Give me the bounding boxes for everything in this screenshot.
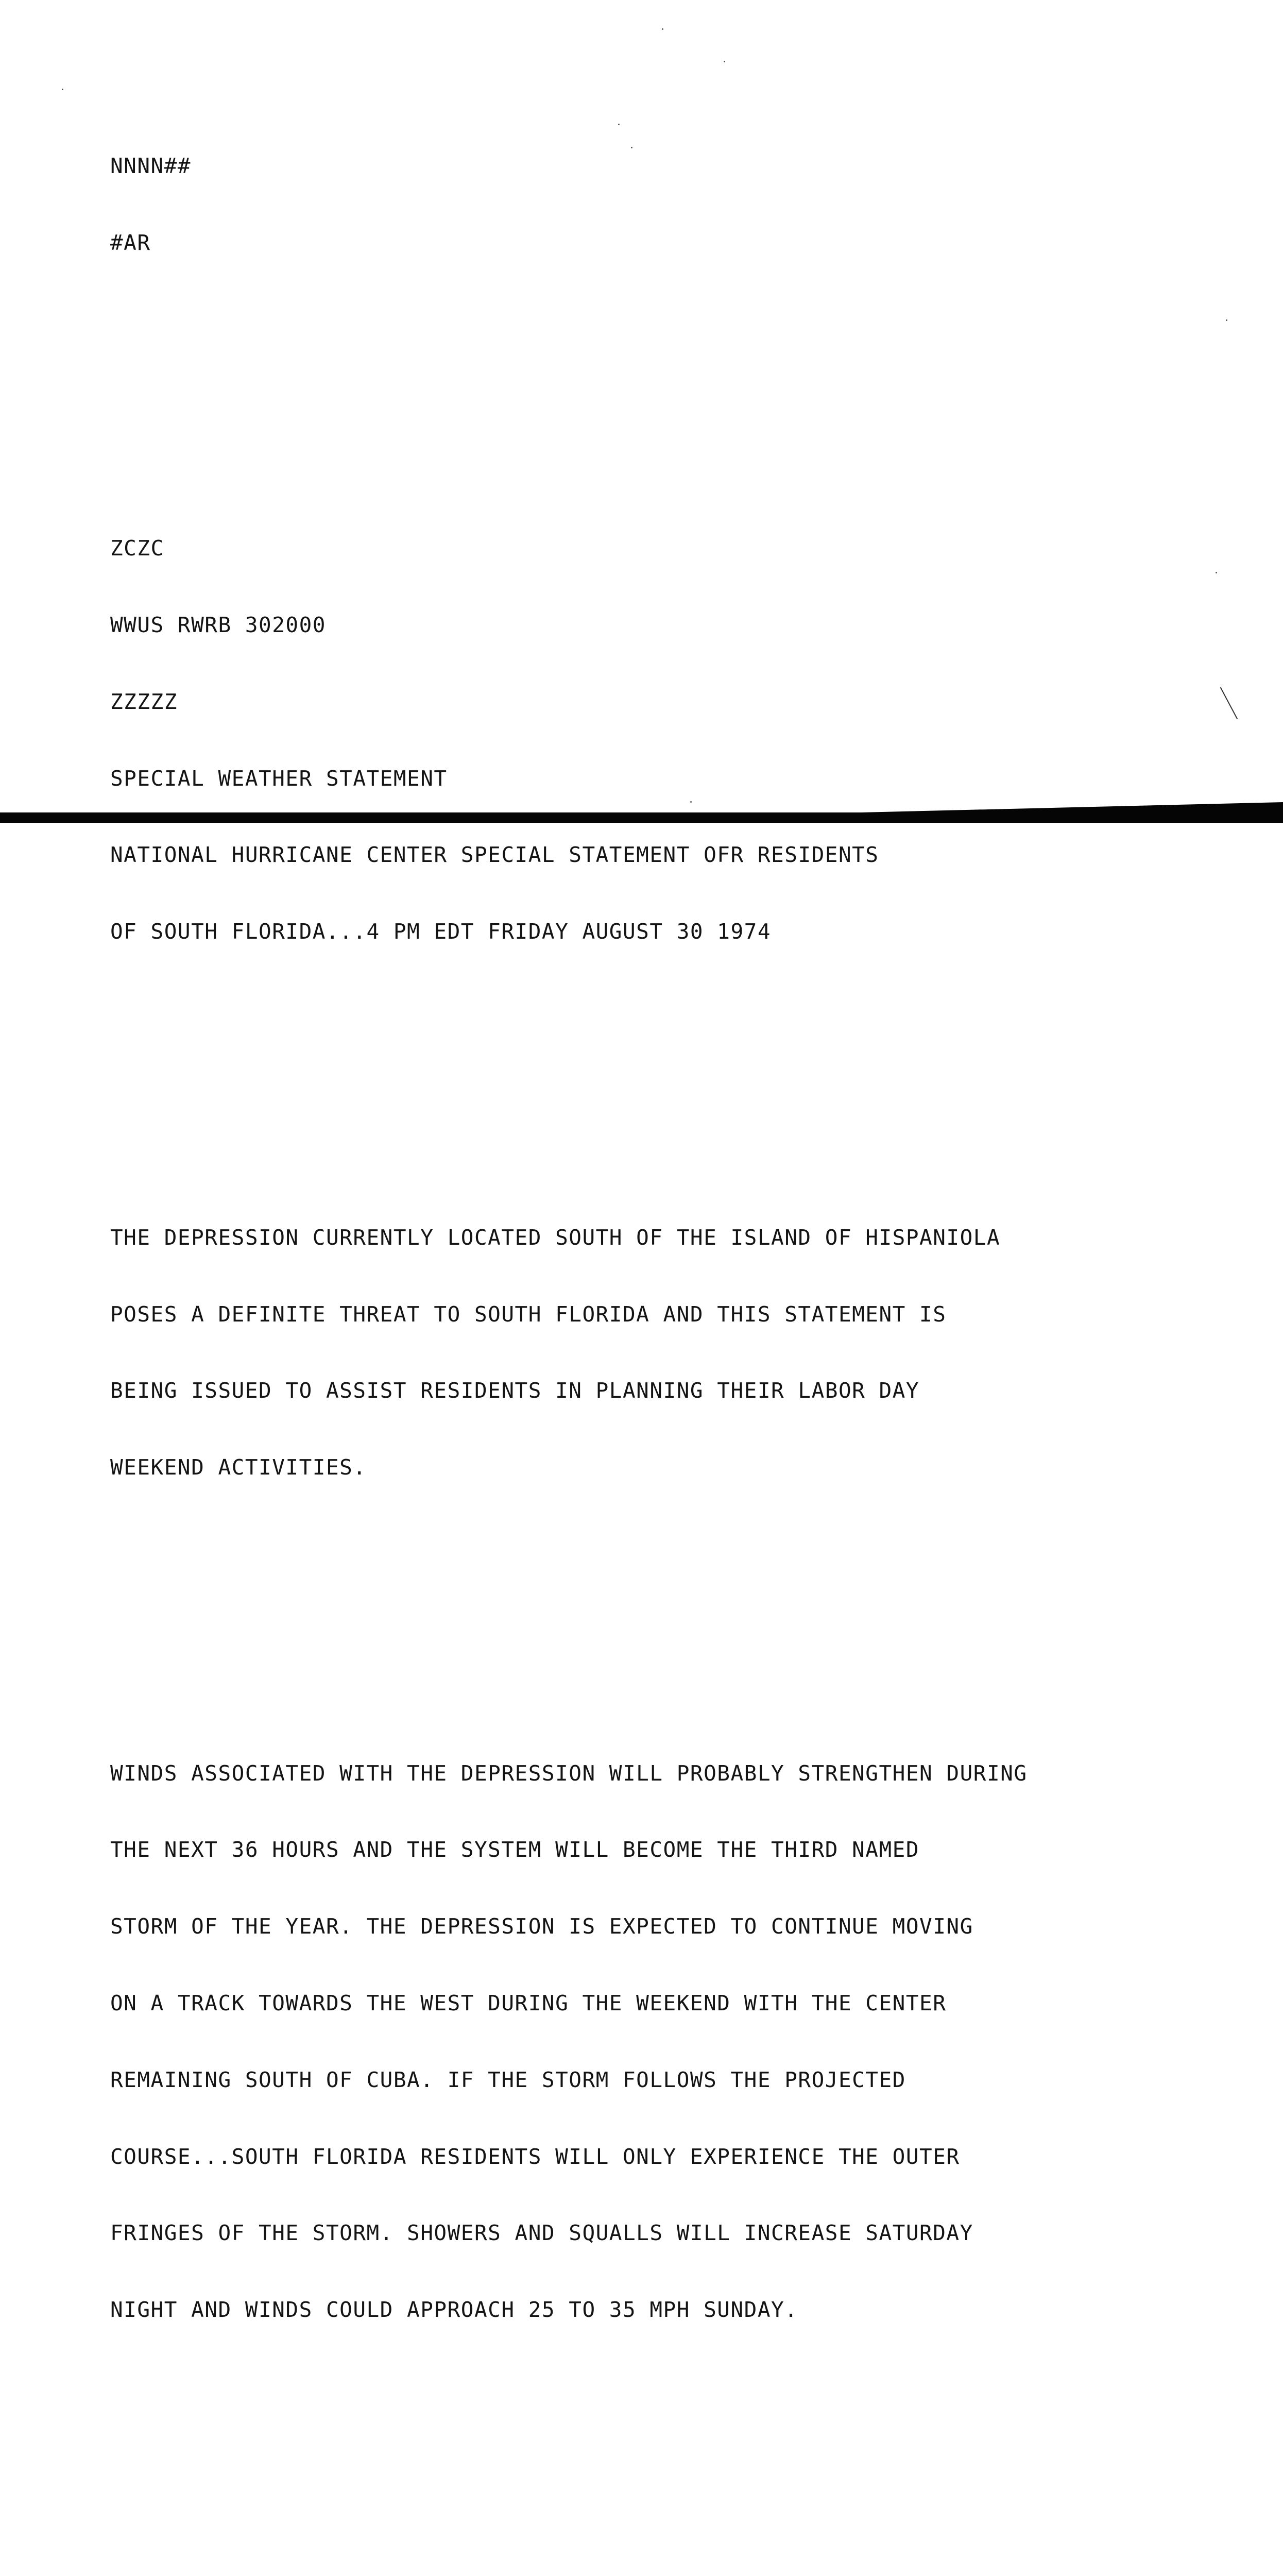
scan-speck — [1226, 319, 1227, 321]
scan-speck — [1216, 572, 1217, 573]
spacer — [110, 383, 1028, 408]
paragraph-line: BEING ISSUED TO ASSIST RESIDENTS IN PLANNING THEIR LABOR DAY — [110, 1378, 920, 1403]
scan-scratch — [1220, 687, 1238, 720]
header-block — [110, 103, 1028, 307]
header-line: #AR — [110, 230, 151, 255]
page-edge-shadow — [819, 802, 1283, 814]
scan-speck — [662, 28, 663, 30]
spacer — [110, 2451, 1028, 2476]
scan-speck — [62, 89, 63, 90]
scan-speck — [724, 61, 725, 62]
spacer — [110, 1608, 1028, 1633]
scan-speck — [631, 147, 632, 148]
teletype-message — [110, 26, 1028, 2576]
paragraph-line: THE NEXT 36 HOURS AND THE SYSTEM WILL BECOME THE THIRD NAMED — [110, 1837, 920, 1862]
routing-line: WWUS RWRB 302000 — [110, 613, 326, 638]
statement-dateline: OF SOUTH FLORIDA...4 PM EDT FRIDAY AUGUST 30 1974 — [110, 919, 772, 944]
page-edge-bar — [0, 812, 1283, 823]
header-line: NNNN## — [110, 153, 192, 178]
scan-speck — [618, 124, 620, 125]
paragraph-line: NIGHT AND WINDS COULD APPROACH 25 TO 35 MPH SUNDAY. — [110, 2297, 798, 2323]
paragraph-line: REMAINING SOUTH OF CUBA. IF THE STORM FOLLOWS THE PROJECTED — [110, 2067, 906, 2092]
paragraph-line: POSES A DEFINITE THREAT TO SOUTH FLORIDA AND THIS STATEMENT IS — [110, 1301, 947, 1327]
spacer — [110, 1073, 1028, 1097]
paragraph-line: FRINGES OF THE STORM. SHOWERS AND SQUALLS WILL INCREASE SATURDAY — [110, 2221, 973, 2246]
routing-line: ZZZZZ — [110, 689, 178, 714]
paragraph-3 — [110, 2552, 1028, 2576]
paragraph-1 — [110, 1174, 1028, 1532]
paragraph-line: ON A TRACK TOWARDS THE WEST DURING THE WEEKEND WITH THE CENTER — [110, 1990, 947, 2015]
paragraph-line: WINDS ASSOCIATED WITH THE DEPRESSION WILL PROBABLY STRENGTHEN DURING — [110, 1760, 1028, 1786]
routing-block — [110, 485, 1028, 996]
statement-subtitle: NATIONAL HURRICANE CENTER SPECIAL STATEMENT OFR RESIDENTS — [110, 842, 879, 868]
routing-line: ZCZC — [110, 536, 164, 561]
paragraph-line: STORM OF THE YEAR. THE DEPRESSION IS EXPECTED TO CONTINUE MOVING — [110, 1914, 973, 1939]
paragraph-line: WEEKEND ACTIVITIES. — [110, 1455, 367, 1480]
paragraph-line: COURSE...SOUTH FLORIDA RESIDENTS WILL ONLY EXPERIENCE THE OUTER — [110, 2144, 960, 2169]
paragraph-line: THE DEPRESSION CURRENTLY LOCATED SOUTH OF THE ISLAND OF HISPANIOLA — [110, 1225, 1001, 1250]
paragraph-2 — [110, 1709, 1028, 2374]
statement-title: SPECIAL WEATHER STATEMENT — [110, 766, 448, 791]
scan-speck — [690, 801, 692, 803]
